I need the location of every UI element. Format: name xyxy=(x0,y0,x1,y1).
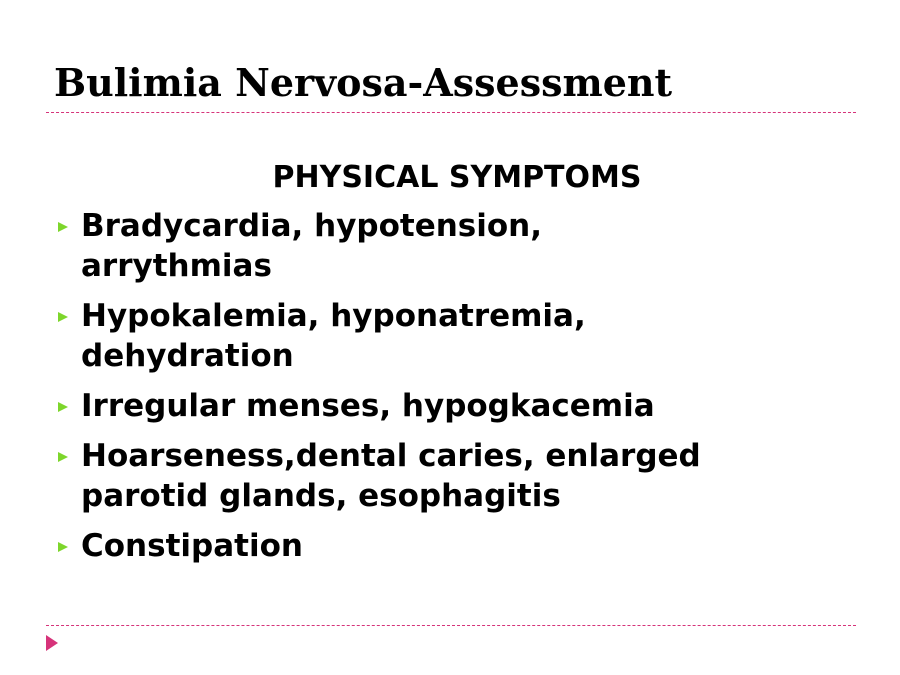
list-item-text: Irregular menses, hypogkacemia xyxy=(81,388,655,424)
list-item-text: Constipation xyxy=(81,528,303,564)
list-item-text: Bradycardia, hypotension, arrythmias xyxy=(81,208,543,284)
title-divider xyxy=(46,112,856,113)
symptom-list xyxy=(56,206,836,576)
section-heading: PHYSICAL SYMPTOMS xyxy=(272,160,642,195)
list-item xyxy=(56,206,641,286)
list-item xyxy=(56,526,836,566)
play-arrow-icon[interactable] xyxy=(46,635,58,651)
triangle-bullet-icon xyxy=(58,402,68,412)
triangle-bullet-icon xyxy=(58,452,68,462)
triangle-bullet-icon xyxy=(58,312,68,322)
triangle-bullet-icon xyxy=(58,222,68,232)
footer-divider xyxy=(46,625,856,626)
list-item-text: Hoarseness,dental caries, enlarged parotid glands, esophagitis xyxy=(81,438,701,514)
list-item-text: Hypokalemia, hyponatremia, dehydration xyxy=(81,298,586,374)
list-item xyxy=(56,386,836,426)
list-item xyxy=(56,296,701,376)
triangle-bullet-icon xyxy=(58,542,68,552)
slide-title: Bulimia Nervosa-Assessment xyxy=(54,60,673,105)
list-item xyxy=(56,436,836,516)
